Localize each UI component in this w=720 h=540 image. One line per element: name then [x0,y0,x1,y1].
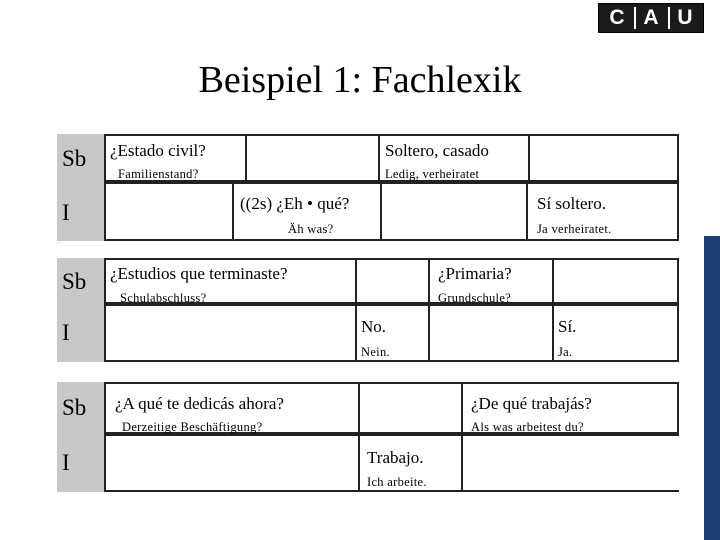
response-text: No. [361,317,387,336]
answer-text: ¿Primaria? [438,264,512,283]
label-sb: Sb [57,382,106,434]
label-i: I [57,182,106,241]
response-text: Trabajo. [367,448,424,467]
blue-accent-band [704,236,720,540]
logo-separator [634,7,636,29]
cell-divider [380,182,528,241]
label-sb: Sb [57,258,106,304]
label-i: I [57,304,106,362]
cell-divider [245,134,380,182]
cell-divider [355,258,430,304]
cell-divider [104,182,234,241]
question-translation: Familienstand? [118,167,199,181]
response-translation: Ich arbeite. [367,475,427,489]
question-text: ¿Estado civil? [110,141,206,160]
question-text: ¿Estudios que terminaste? [110,264,288,283]
university-logo [598,3,704,33]
answer-text: ¿De qué trabajás? [471,394,592,413]
response-text: Sí. [558,317,577,336]
response-translation: Nein. [361,345,390,359]
cell-divider [528,134,679,182]
answer-translation: Ledig, verheiratet [385,167,480,181]
label-i: I [57,434,106,492]
cell-divider [358,382,463,434]
answer-translation: Grundschule? [438,291,512,305]
response-translation: Äh was? [288,222,334,236]
page-title: Beispiel 1: Fachlexik [198,59,522,101]
response-translation: Ja verheiratet. [537,222,612,236]
question-text: ¿A qué te dedicás ahora? [115,394,284,413]
logo-letter-u: U [677,6,693,29]
answer-text: Soltero, casado [385,141,489,160]
cell-divider [552,258,679,304]
answer-translation: Als was arbeitest du? [471,420,584,434]
response-translation: Ja. [558,345,573,359]
question-translation: Derzeitige Beschäftigung? [122,420,263,434]
logo-letter-a: A [643,6,659,29]
question-translation: Schulabschluss? [120,291,207,305]
label-sb: Sb [57,134,106,182]
logo-letter-c: C [609,6,625,29]
logo-separator [668,7,670,29]
response-text: Sí soltero. [537,194,606,213]
response-text: ((2s) ¿Eh • qué? [240,194,350,213]
